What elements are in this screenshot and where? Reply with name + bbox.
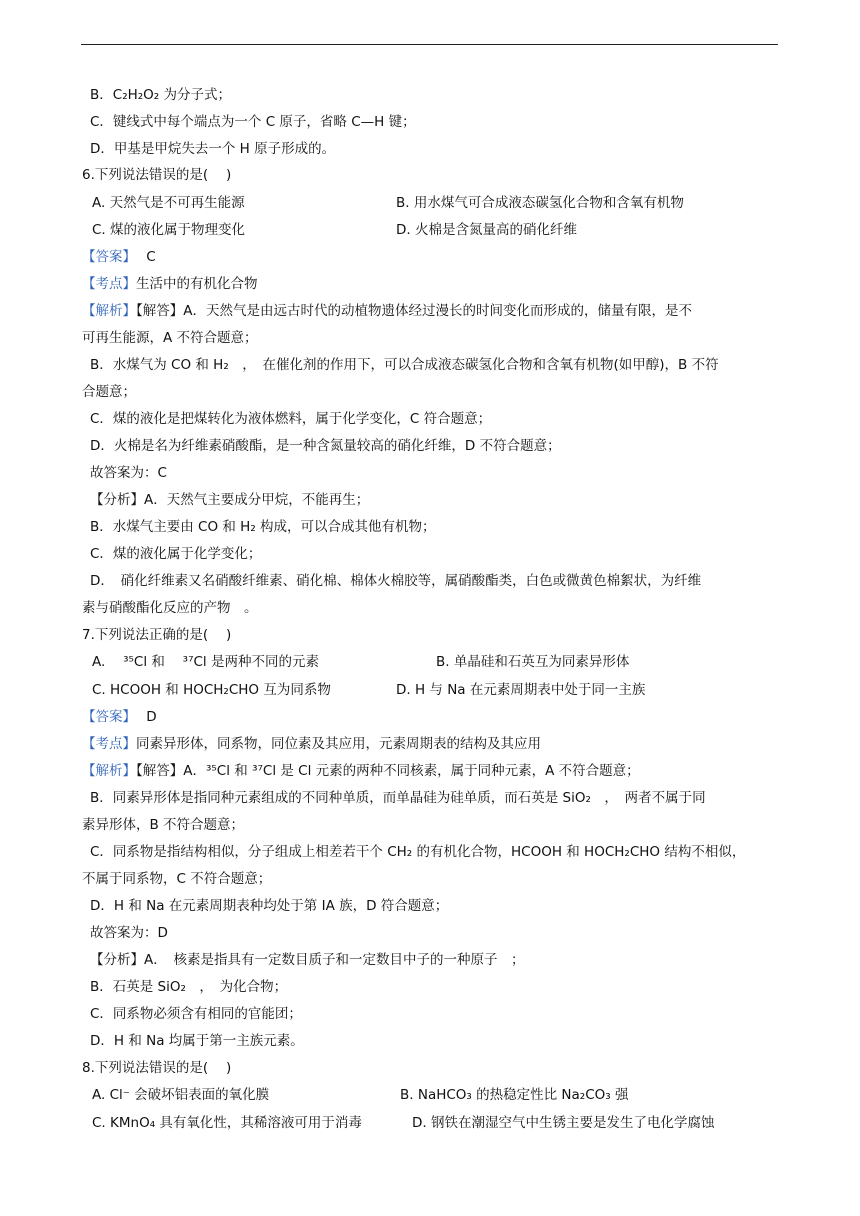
q6-fenxi-line-3: C．煤的液化属于化学变化； <box>90 546 262 562</box>
header-rule <box>81 44 778 45</box>
q7-analysis-line-3: 素异形体，B 不符合题意； <box>82 817 245 833</box>
point-tag: 【考点】 <box>82 276 136 292</box>
q8-option-c: C. KMnO₄ 具有氧化性，其稀溶液可用于消毒 <box>92 1115 362 1131</box>
point-value: 生活中的有机化合物 <box>136 276 258 292</box>
q6-analysis-line-1 <box>82 302 692 320</box>
q7-fenxi-line-4: D．H 和 Na 均属于第一主族元素。 <box>90 1033 304 1049</box>
q5-option-c-explanation: C．键线式中每个端点为一个 C 原子，省略 C—H 键； <box>90 114 416 130</box>
answer-value: C <box>146 249 156 265</box>
q6-stem: 6.下列说法错误的是( ) <box>82 167 232 183</box>
analysis-tag: 【解析】 <box>82 303 136 319</box>
q7-option-c: C. HCOOH 和 HOCH₂CHO 互为同系物 <box>92 682 331 698</box>
q7-analysis-line-1 <box>82 762 640 780</box>
analysis-text: 【解答】A．天然气是由远古时代的动植物遗体经过漫长的时间变化而形成的，储量有限，是不 <box>136 303 692 319</box>
q7-option-d: D. H 与 Na 在元素周期表中处于同一主族 <box>396 682 646 698</box>
q6-analysis-line-3: B．水煤气为 CO 和 H₂ ， 在催化剂的作用下，可以合成液态碳氢化合物和含氧有机物(如甲醇)，B 不符 <box>90 357 719 373</box>
q5-option-b-explanation: B．C₂H₂O₂ 为分子式； <box>90 87 231 103</box>
answer-value: D <box>146 709 157 725</box>
q6-analysis-line-4: 合题意； <box>82 384 136 400</box>
q6-analysis-line-6: D．火棉是名为纤维素硝酸酯，是一种含氮量较高的硝化纤维，D 不符合题意； <box>90 438 561 454</box>
q7-analysis-line-7: 故答案为：D <box>90 925 168 941</box>
q8-option-b: B. NaHCO₃ 的热稳定性比 Na₂CO₃ 强 <box>400 1087 629 1103</box>
q8-option-a: A. Cl⁻ 会破坏铝表面的氧化膜 <box>92 1087 270 1103</box>
q6-point <box>82 275 258 293</box>
q8-option-d: D. 钢铁在潮湿空气中生锈主要是发生了电化学腐蚀 <box>412 1115 715 1131</box>
q6-fenxi-line-2: B．水煤气主要由 CO 和 H₂ 构成，可以合成其他有机物； <box>90 519 436 535</box>
q7-option-b: B. 单晶硅和石英互为同素异形体 <box>436 654 630 670</box>
q7-option-a: A. ³⁵Cl 和 ³⁷Cl 是两种不同的元素 <box>92 654 319 670</box>
q7-stem: 7.下列说法正确的是( ) <box>82 627 232 643</box>
q7-analysis-line-6: D．H 和 Na 在元素周期表种均处于第 IA 族，D 符合题意； <box>90 898 449 914</box>
answer-tag: 【答案】 <box>82 249 136 265</box>
q6-option-d: D. 火棉是含氮量高的硝化纤维 <box>396 222 577 238</box>
answer-tag: 【答案】 <box>82 709 136 725</box>
q6-option-a: A. 天然气是不可再生能源 <box>92 195 245 211</box>
q6-analysis-line-5: C．煤的液化是把煤转化为液体燃料，属于化学变化，C 符合题意； <box>90 411 492 427</box>
q6-analysis-line-7: 故答案为：C <box>90 465 167 481</box>
q6-fenxi-line-4: D． 硝化纤维素又名硝酸纤维素、硝化棉、棉体火棉胶等，属硝酸酯类，白色或微黄色棉絮状，为纤维 <box>90 573 702 589</box>
q6-option-c: C. 煤的液化属于物理变化 <box>92 222 246 238</box>
analysis-tag: 【解析】 <box>82 763 136 779</box>
q6-answer <box>82 248 156 266</box>
point-value: 同素异形体，同系物，同位素及其应用，元素周期表的结构及其应用 <box>136 736 541 752</box>
q8-stem: 8.下列说法错误的是( ) <box>82 1060 232 1076</box>
q7-point <box>82 735 541 753</box>
q7-analysis-line-4: C．同系物是指结构相似，分子组成上相差若干个 CH₂ 的有机化合物，HCOOH 和 HOCH₂CHO 结构不相似， <box>90 844 746 860</box>
q7-fenxi-line-1: 【分析】A． 核素是指具有一定数目质子和一定数目中子的一种原子 ； <box>90 952 525 968</box>
q6-option-b: B. 用水煤气可合成液态碳氢化合物和含氧有机物 <box>396 195 684 211</box>
analysis-text: 【解答】A．³⁵Cl 和 ³⁷Cl 是 Cl 元素的两种不同核素，属于同种元素，A 不符合题意； <box>136 763 640 779</box>
q7-analysis-line-5: 不属于同系物，C 不符合题意； <box>82 871 272 887</box>
q7-fenxi-line-2: B．石英是 SiO₂ ， 为化合物； <box>90 979 288 995</box>
q7-fenxi-line-3: C．同系物必须含有相同的官能团； <box>90 1006 302 1022</box>
q7-analysis-line-2: B．同素异形体是指同种元素组成的不同种单质，而单晶硅为硅单质，而石英是 SiO₂ ， 两者不属于同 <box>90 790 706 806</box>
q5-option-d-explanation: D．甲基是甲烷失去一个 H 原子形成的。 <box>90 141 336 157</box>
q6-fenxi-line-1: 【分析】A．天然气主要成分甲烷，不能再生； <box>90 492 370 508</box>
q7-answer <box>82 708 157 726</box>
q6-fenxi-line-5: 素与硝酸酯化反应的产物 。 <box>82 600 258 616</box>
point-tag: 【考点】 <box>82 736 136 752</box>
q6-analysis-line-2: 可再生能源，A 不符合题意； <box>82 330 258 346</box>
